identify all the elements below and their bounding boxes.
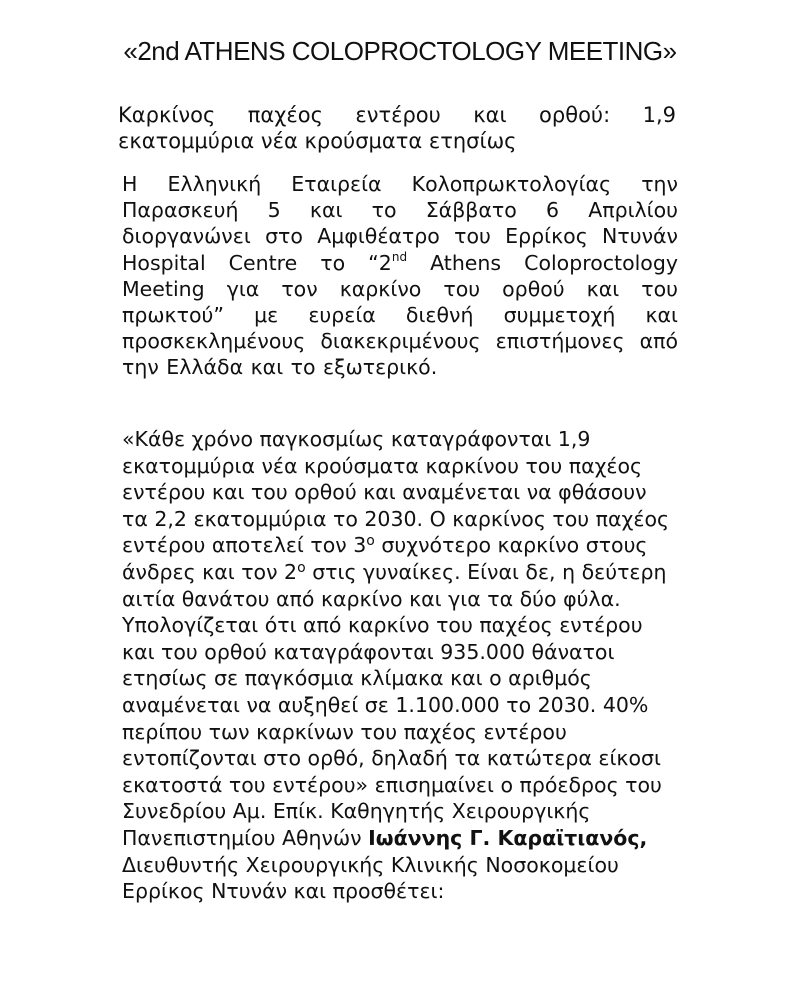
intro-text-part1: Η Ελληνική Εταιρεία Κολοπρωκτολογίας την Παρασκευή 5 και το Σάββατο 6 Απριλίου διοργανώνει στο Αμφιθέατρο του Ερρίκος Ντυνάν Hospital Centre το “2 xyxy=(122,172,678,275)
quote-text-part2: συχνότερο καρκίνο στους άνδρες και τον 2 xyxy=(122,533,648,584)
quote-text-part3: στις γυναίκες. Είναι δε, η δεύτερη αιτία θανάτου από καρκίνο και για τα δύο φύλα. Υπολογίζεται ότι από καρκίνο του παχέος εντέρου και του ορθού καταγράφονται 935.000 θάνατοι ετησίως σε παγκόσμια κλίμακα και ο αριθμός αναμένεται να αυξηθεί σε 1.100.000 το 2030. 40% περίπου των καρκίνων του παχέος εντέρου εντοπίζονται στο ορθό, δηλαδή τα κατώτερα είκοσι εκατοστά του εντέρου» επισημαίνει ο πρόεδρος του Συνεδρίου Αμ. Επίκ. Καθηγητής Χειρουργικής Πανεπιστημίου Αθηνών xyxy=(122,559,667,850)
ordinal-indicator-1: ο xyxy=(366,533,375,550)
speaker-name: Ιωάννης Γ. Καραϊτιανός, xyxy=(368,825,648,850)
quote-text-part4: Διευθυντής Χειρουργικής Κλινικής Νοσοκομείου Ερρίκος Ντυνάν και προσθέτει: xyxy=(122,852,619,904)
intro-paragraph xyxy=(122,171,678,381)
intro-superscript: nd xyxy=(391,249,408,264)
ordinal-indicator-2: ο xyxy=(297,559,306,576)
quote-text-part1: «Κάθε χρόνο παγκοσμίως καταγράφονται 1,9 εκατομμύρια νέα κρούσματα καρκίνου του παχέος εντέρου και του ορθού και αναμένεται να φθάσουν τα 2,2 εκατομμύρια το 2030. Ο καρκίνος του παχέος εντέρου αποτελεί τον 3 xyxy=(122,427,670,558)
document-title: «2nd ATHENS COLOPROCTOLOGY MEETING» xyxy=(123,36,677,66)
intro-text-part2: Athens Coloproctology Meeting για τον καρκίνο του ορθού και του πρωκτού” με ευρεία διεθνή συμμετοχή και προσκεκλημένους διακεκριμένους επιστήμονες από την Ελλάδα και το εξωτερικό. xyxy=(122,250,678,380)
document-subtitle: Καρκίνος παχέος εντέρου και ορθού: 1,9 εκατομμύρια νέα κρούσματα ετησίως xyxy=(118,103,676,153)
quote-paragraph xyxy=(122,426,678,905)
